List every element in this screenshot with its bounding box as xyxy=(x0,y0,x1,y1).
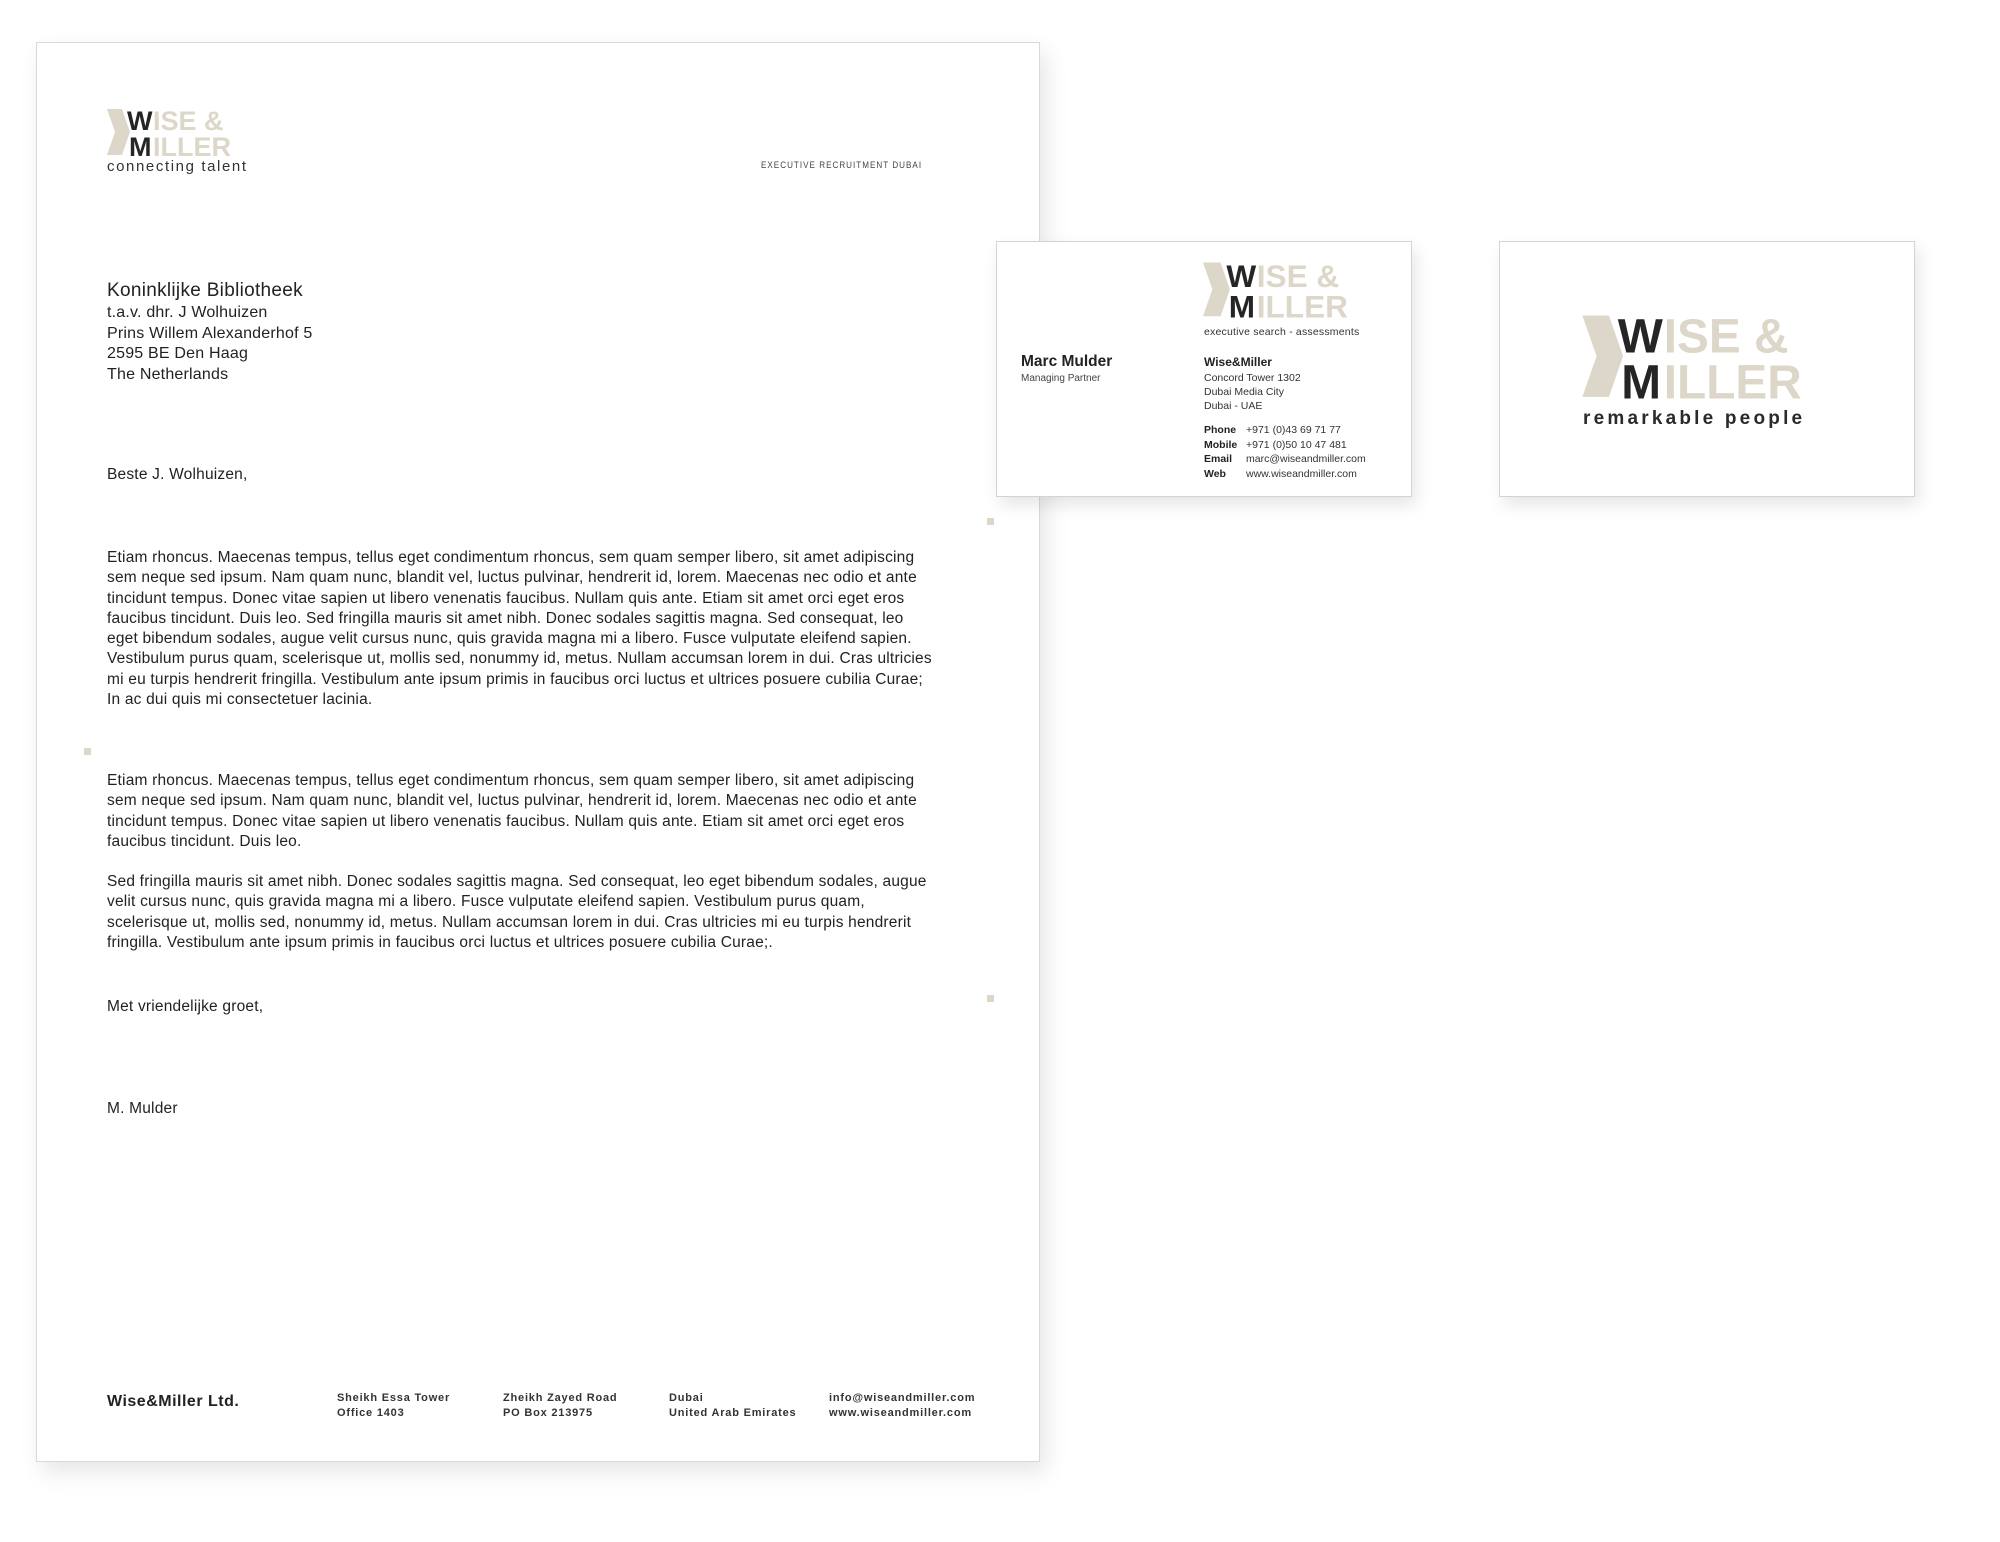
contact-label: Web xyxy=(1204,467,1226,480)
recipient-attention: t.a.v. dhr. J Wolhuizen xyxy=(107,304,268,321)
punch-mark xyxy=(84,748,91,755)
contact-label: Email xyxy=(1204,453,1233,465)
svg-text:M: M xyxy=(129,132,152,162)
card-company: Wise&Miller xyxy=(1204,355,1272,369)
footer-column xyxy=(337,1391,450,1420)
contact-value: www.wiseandmiller.com xyxy=(1246,467,1357,480)
svg-text:M: M xyxy=(1228,288,1255,325)
footer-line: Sheikh Essa Tower xyxy=(337,1392,451,1404)
body-paragraph: Etiam rhoncus. Maecenas tempus, tellus eget condimentum rhoncus, sem quam semper libero, sit amet adipiscing sem neque sed ipsum. Nam quam nunc, blandit vel, luctus pulvinar, hendrerit id, lorem. Maecenas nec odio et ante tincidunt tempus. Donec vitae sapien ut libero venenatis faucibus. Nullam quis ante. Etiam sit amet orci eget eros faucibus tincidunt. Duis leo. Sed fringilla mauris sit amet nibh. Donec sodales sagittis magna. Sed consequat, leo eget bibendum sodales, augue velit cursus nunc, quis gravida magna mi a libero. Fusce vulputate eleifend sapien. Vestibulum purus quam, scelerisque ut, mollis sed, nonummy id, metus. Nullam accumsan lorem in dui. Cras ultricies mi eu turpis hendrerit fringilla. Vestibulum ante ipsum primis in faucibus orci luctus et ultrices posuere cubilia Curae; In ac dui quis mi consectetuer lacinia. xyxy=(107,549,932,709)
svg-text:M: M xyxy=(1621,356,1662,410)
svg-text:ISE &: ISE & xyxy=(153,106,224,136)
fold-mark xyxy=(987,995,994,1002)
footer-column xyxy=(829,1391,975,1420)
svg-text:W: W xyxy=(127,106,153,136)
card-person-role: Managing Partner xyxy=(1021,373,1101,384)
card-contacts xyxy=(1204,423,1366,481)
fold-mark xyxy=(987,518,994,525)
contact-value: +971 (0)50 10 47 481 xyxy=(1246,438,1347,451)
card-person-name: Marc Mulder xyxy=(1021,353,1113,370)
svg-text:W: W xyxy=(1617,310,1663,364)
card-contact-row xyxy=(1204,438,1366,453)
footer-column xyxy=(503,1391,617,1420)
card-contact-row xyxy=(1204,423,1366,438)
wise-miller-logo xyxy=(1203,257,1369,325)
recipient-address xyxy=(107,279,313,385)
salutation: Beste J. Wolhuizen, xyxy=(107,466,248,483)
svg-text:ILLER: ILLER xyxy=(1663,356,1802,410)
footer-line: Dubai xyxy=(669,1392,704,1404)
header-label: EXECUTIVE RECRUITMENT DUBAI xyxy=(761,160,923,171)
contact-label: Mobile xyxy=(1204,438,1238,451)
recipient-country: The Netherlands xyxy=(107,365,229,383)
contact-value: +971 (0)43 69 71 77 xyxy=(1246,424,1341,436)
letter-tagline: connecting talent xyxy=(107,158,248,175)
footer-line: Office 1403 xyxy=(337,1406,405,1419)
footer-line: info@wiseandmiller.com xyxy=(829,1392,976,1404)
card-contact-row xyxy=(1204,467,1366,482)
wise-miller-logo xyxy=(107,106,249,162)
card-address-line: Dubai Media City xyxy=(1204,386,1284,398)
card-back-tagline: remarkable people xyxy=(1583,408,1806,429)
footer-line: Zheikh Zayed Road xyxy=(503,1392,618,1404)
svg-text:ISE &: ISE & xyxy=(1663,310,1789,364)
svg-text:W: W xyxy=(1226,257,1257,294)
contact-label: Phone xyxy=(1204,424,1237,436)
footer-line: United Arab Emirates xyxy=(669,1406,797,1419)
card-address xyxy=(1204,371,1301,413)
footer-company: Wise&Miller Ltd. xyxy=(107,1393,240,1410)
svg-text:ILLER: ILLER xyxy=(153,132,231,162)
card-tagline: executive search - assessments xyxy=(1204,326,1360,338)
card-address-line: Dubai - UAE xyxy=(1204,400,1263,412)
closing: Met vriendelijke groet, xyxy=(107,998,264,1015)
body-paragraph: Sed fringilla mauris sit amet nibh. Donec sodales sagittis magna. Sed consequat, leo eget bibendum sodales, augue velit cursus nunc, quis gravida magna mi a libero. Fusce vulputate eleifend sapien. Vestibulum purus quam, scelerisque ut, mollis sed, nonummy id, metus. Nullam accumsan lorem in dui. Cras ultricies mi eu turpis hendrerit fringilla. Vestibulum ante ipsum primis in faucibus orci luctus et ultrices posuere cubilia Curae;. xyxy=(107,873,927,951)
recipient-street: Prins Willem Alexanderhof 5 xyxy=(107,324,313,342)
svg-text:ILLER: ILLER xyxy=(1256,288,1348,325)
footer-line: www.wiseandmiller.com xyxy=(829,1406,972,1419)
footer-line: PO Box 213975 xyxy=(503,1406,593,1419)
card-contact-row xyxy=(1204,452,1366,467)
svg-text:ISE &: ISE & xyxy=(1256,257,1340,294)
business-card-front xyxy=(996,241,1412,497)
recipient-postal-city: 2595 BE Den Haag xyxy=(107,345,249,362)
recipient-organization: Koninklijke Bibliotheek xyxy=(107,280,303,301)
letterhead-page xyxy=(36,42,1040,1462)
footer-column xyxy=(669,1391,796,1420)
signature-name: M. Mulder xyxy=(107,1100,178,1117)
card-address-line: Concord Tower 1302 xyxy=(1204,372,1301,384)
body-paragraph: Etiam rhoncus. Maecenas tempus, tellus eget condimentum rhoncus, sem quam semper libero, sit amet adipiscing sem neque sed ipsum. Nam quam nunc, blandit vel, luctus pulvinar, hendrerit id, lorem. Maecenas nec odio et ante tincidunt tempus. Donec vitae sapien ut libero venenatis faucibus. Nullam quis ante. Etiam sit amet orci eget eros faucibus tincidunt. Duis leo. xyxy=(107,772,917,850)
wise-miller-logo xyxy=(1582,310,1834,410)
contact-value: marc@wiseandmiller.com xyxy=(1246,453,1366,465)
business-card-back xyxy=(1499,241,1915,497)
